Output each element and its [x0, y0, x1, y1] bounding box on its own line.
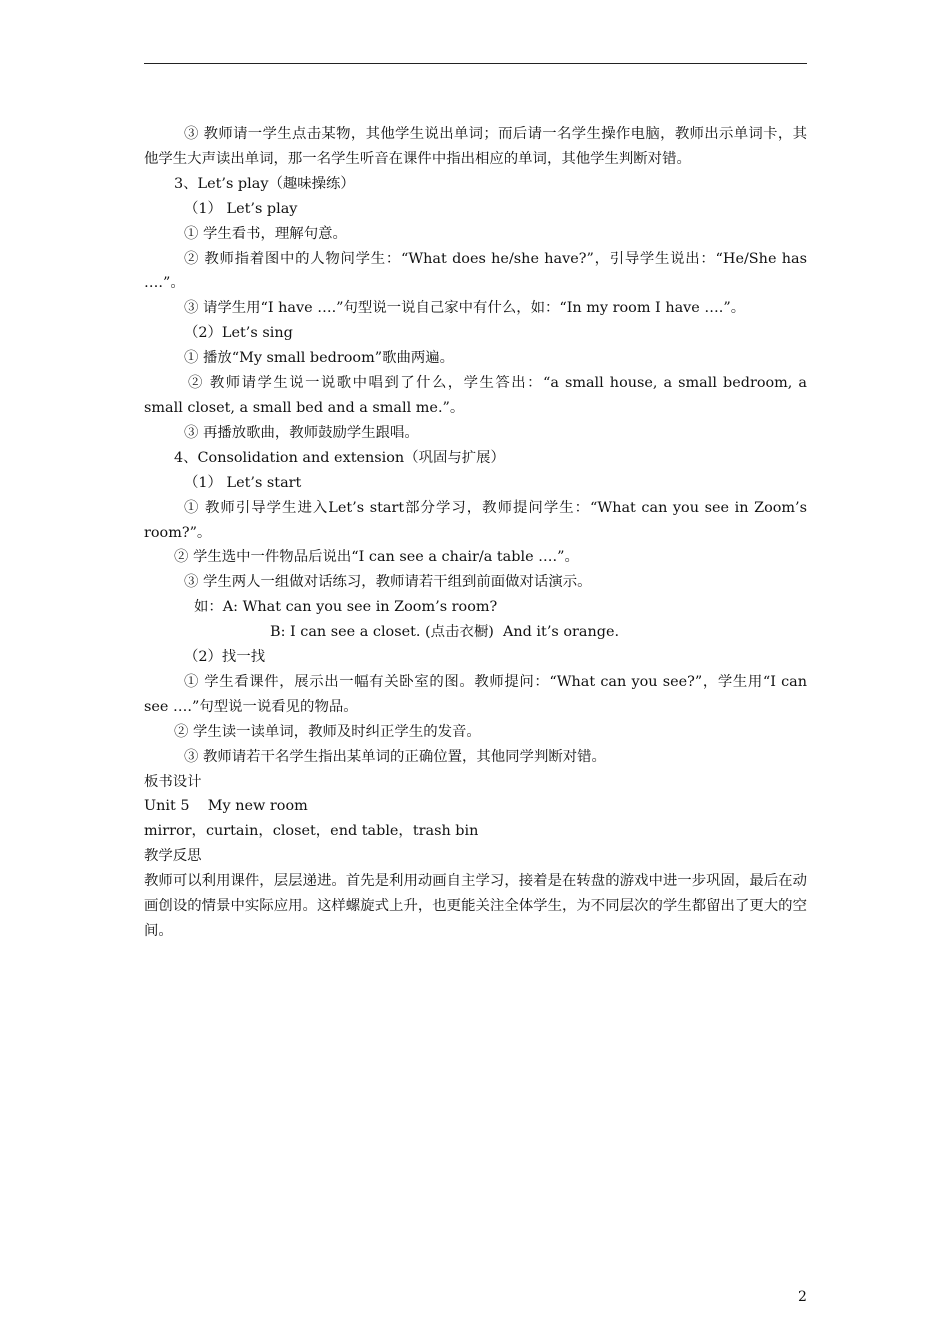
dialogue-line: B: I can see a closet. (点击衣橱) And it’s orange. — [270, 624, 620, 641]
paragraph: ③ 教师请一学生点击某物，其他学生说出单词；而后请一名学生操作电脑，教师出示单词卡，其他学生大声读出单词，那一名学生听音在课件中指出相应的单词，其他学生判断对错。 — [144, 126, 807, 167]
subsection-heading: （2）找一找 — [184, 649, 266, 666]
document-body — [144, 122, 812, 944]
header-rule — [144, 63, 807, 64]
paragraph: ② 学生读一读单词，教师及时纠正学生的发音。 — [174, 723, 481, 740]
subsection-heading: （2）Let’s sing — [184, 325, 293, 342]
paragraph: ③ 请学生用“I have ….”句型说一说自己家中有什么，如：“In my room I have ….”。 — [184, 300, 746, 317]
paragraph: 教师可以利用课件，层层递进。首先是利用动画自主学习，接着是在转盘的游戏中进一步巩固，最后在动画创设的情景中实际应用。这样螺旋式上升，也更能关注全体学生，为不同层次的学生都留出了更大的空间。 — [144, 873, 807, 939]
section-heading: 3、Let’s play（趣味操练） — [174, 175, 355, 192]
section-heading: 板书设计 — [144, 773, 202, 790]
paragraph: ③ 教师请若干名学生指出某单词的正确位置，其他同学判断对错。 — [184, 748, 606, 765]
paragraph: ② 教师请学生说一说歌中唱到了什么，学生答出：“a small house, a small bedroom, a small closet, a small bed and a small me.”。 — [144, 375, 812, 416]
paragraph: ③ 学生两人一组做对话练习，教师请若干组到前面做对话演示。 — [184, 574, 592, 591]
paragraph: ① 学生看课件，展示出一幅有关卧室的图。教师提问：“What can you see?”，学生用“I can see ….”句型说一说看见的物品。 — [144, 673, 812, 715]
paragraph: ② 教师指着图中的人物问学生：“What does he/she have?”，引导学生说出：“He/She has ….”。 — [144, 250, 812, 292]
section-heading: 教学反思 — [144, 848, 202, 865]
page-number: 2 — [798, 1289, 807, 1305]
paragraph: ① 播放“My small bedroom”歌曲两遍。 — [184, 350, 455, 367]
section-heading: 4、Consolidation and extension（巩固与扩展） — [174, 449, 505, 466]
board-title: Unit 5 My new room — [144, 798, 308, 815]
board-words: mirror，curtain，closet，end table，trash bin — [144, 823, 479, 840]
paragraph: ② 学生选中一件物品后说出“I can see a chair/a table ….”。 — [174, 549, 579, 566]
paragraph: ① 教师引导学生进入Let’s start部分学习，教师提问学生：“What can you see in Zoom’s room?”。 — [144, 499, 812, 541]
subsection-heading: （1） Let’s start — [184, 474, 302, 491]
paragraph: ③ 再播放歌曲，教师鼓励学生跟唱。 — [184, 424, 419, 441]
paragraph: ① 学生看书，理解句意。 — [184, 225, 347, 242]
dialogue-line: 如：A: What can you see in Zoom’s room? — [194, 599, 498, 616]
subsection-heading: （1） Let’s play — [184, 200, 298, 217]
